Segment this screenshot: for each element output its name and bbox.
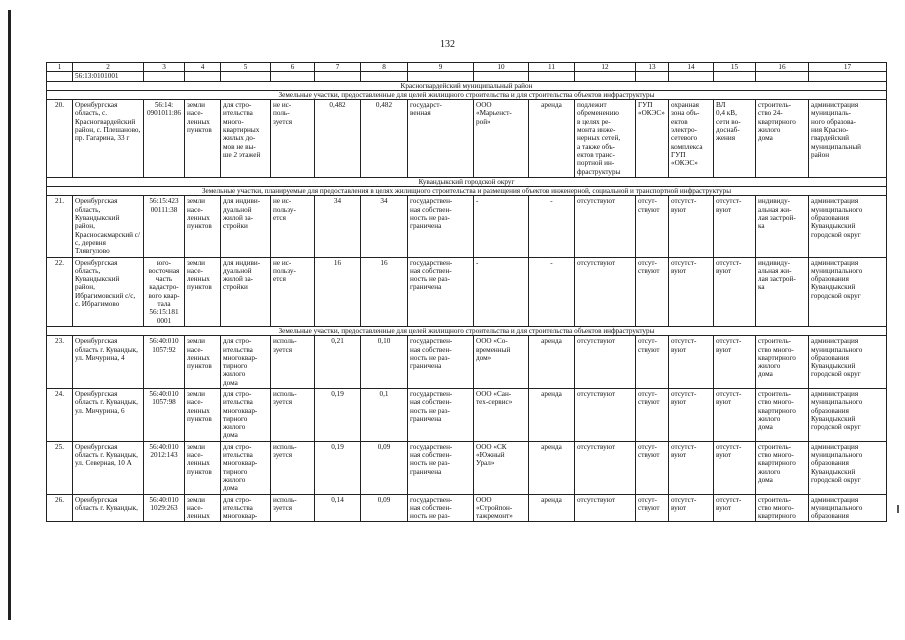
- section-subheading-cell: Земельные участки, планируемые для предоставления в целях жилищного строительства и размещения объектов инженерной, социальной и транспортной инфраструктуры: [47, 187, 887, 196]
- cadastral-blank-cell: [144, 72, 185, 81]
- cell-holder: ООО «СК «Южный Урал»: [474, 441, 529, 494]
- table-row: [47, 257, 887, 326]
- cell-c14: отсутст- вуют: [669, 494, 714, 522]
- cell-n: 23.: [47, 336, 73, 389]
- cell-use: для стро- ительства многоквар- тирного жилого дома: [221, 388, 271, 441]
- cell-c15: отсутст- вуют: [714, 257, 756, 326]
- cell-right: аренда: [529, 336, 575, 389]
- table-row: [47, 196, 887, 257]
- cell-n: 20.: [47, 100, 73, 178]
- cell-purpose: индивиду- альная жи- лая застрой- ка: [756, 257, 809, 326]
- column-number-cell: 7: [315, 63, 361, 72]
- cell-c14: отсутст- вуют: [669, 441, 714, 494]
- cell-purpose: строитель- ство много- квартирного жилого дома: [756, 388, 809, 441]
- cell-c13: отсут- ствуют: [636, 388, 669, 441]
- binding-edge: [8, 10, 11, 620]
- cell-cat: земли насе- ленных: [185, 494, 221, 522]
- column-number-cell: 17: [809, 63, 887, 72]
- cell-c13: отсут- ствуют: [636, 336, 669, 389]
- section-heading-krasnogvard-cell: Красногвардейский муниципальный район: [47, 81, 887, 90]
- cell-n: 22.: [47, 257, 73, 326]
- cell-used: исполь- зуется: [271, 336, 315, 389]
- column-number-cell: 8: [361, 63, 408, 72]
- cell-use: для стро- ительства многоквар- тирного жилого дома: [221, 336, 271, 389]
- cell-addr: Оренбургская область г. Кувандык, ул. Мичурина, 4: [73, 336, 144, 389]
- table-row: [47, 494, 887, 522]
- cell-enc: отсутствуют: [575, 388, 636, 441]
- cell-area1: 0,482: [315, 100, 361, 178]
- cell-purpose: строитель- ство много- квартирного жилого дома: [756, 441, 809, 494]
- cell-right: аренда: [529, 388, 575, 441]
- cell-own: государст- венная: [408, 100, 474, 178]
- cell-cad: юго- восточная часть кадастро- вого квар- тала 56:15:181 0001: [144, 257, 185, 326]
- cadastral-blank-cell: [221, 72, 271, 81]
- section-heading-krasnogvard: [47, 81, 887, 90]
- cell-c14: охранная зона объ- ектов электро- сетевого комплекса ГУП «ОКЭС»: [669, 100, 714, 178]
- column-number-cell: 10: [474, 63, 529, 72]
- cell-c14: отсутст- вуют: [669, 336, 714, 389]
- cell-area2: 0,09: [361, 494, 408, 522]
- cell-holder: ООО «Марьенст- рой»: [474, 100, 529, 178]
- cell-c15: отсутст- вуют: [714, 441, 756, 494]
- column-number-cell: 5: [221, 63, 271, 72]
- cell-area1: 16: [315, 257, 361, 326]
- column-number-cell: 16: [756, 63, 809, 72]
- cell-cad: 56:40:010 1029:263: [144, 494, 185, 522]
- cell-own: государствен- ная собствен- ность не раз-: [408, 494, 474, 522]
- section-subheading: [47, 187, 887, 196]
- cell-addr: Оренбургская область, с. Красногвардейский район, с. Плешаново, пр. Гагарина, 33 г: [73, 100, 144, 178]
- cell-cad: 56:40:010 1057:92: [144, 336, 185, 389]
- cell-c15: отсутст- вуют: [714, 336, 756, 389]
- cell-n: 24.: [47, 388, 73, 441]
- cell-enc: отсутствуют: [575, 494, 636, 522]
- cadastral-blank-cell: [271, 72, 315, 81]
- cell-cad: 56:40:010 2012:143: [144, 441, 185, 494]
- cell-area2: 0,482: [361, 100, 408, 178]
- cadastral-blank-cell: [756, 72, 809, 81]
- cell-cat: земли насе- ленных пунктов: [185, 257, 221, 326]
- cadastral-blank-cell: [47, 72, 73, 81]
- cell-c15: отсутст- вуют: [714, 196, 756, 257]
- cell-admin: администрация муниципального образования: [809, 494, 887, 522]
- section-heading-kuvandyk-cell: Кувандыкский городской округ: [47, 177, 887, 186]
- cadastral-blank-cell: [636, 72, 669, 81]
- cell-use: для стро- ительства много- квартирных жилых до- мов не вы- ше 2 этажей: [221, 100, 271, 178]
- cell-cat: земли насе- ленных пунктов: [185, 100, 221, 178]
- cadastral-blank-cell: [361, 72, 408, 81]
- section-heading-kuvandyk: [47, 177, 887, 186]
- cadastral-blank-cell: [529, 72, 575, 81]
- cell-used: исполь- зуется: [271, 388, 315, 441]
- cell-admin: администрация муниципального образования Кувандыкский городской округ: [809, 257, 887, 326]
- cell-enc: отсутствуют: [575, 441, 636, 494]
- cell-own: государствен- ная собствен- ность не раз- граничена: [408, 257, 474, 326]
- cell-used: исполь- зуется: [271, 494, 315, 522]
- cell-right: -: [529, 196, 575, 257]
- cell-c14: отсутст- вуют: [669, 388, 714, 441]
- cell-c14: отсутст- вуют: [669, 196, 714, 257]
- cell-area1: 34: [315, 196, 361, 257]
- cell-purpose: строитель- ство много- квартирного жилого дома: [756, 336, 809, 389]
- column-number-cell: 2: [73, 63, 144, 72]
- cell-c13: ГУП «ОКЭС»: [636, 100, 669, 178]
- cell-c14: отсутст- вуют: [669, 257, 714, 326]
- cell-holder: -: [474, 257, 529, 326]
- cell-enc: отсутствуют: [575, 257, 636, 326]
- cell-addr: Оренбургская область, Кувандыкский район, Красносакмарский с/с, деревня Тлявгулово: [73, 196, 144, 257]
- cell-admin: администрация муниципального образования Кувандыкский городской округ: [809, 196, 887, 257]
- cell-cat: земли насе- ленных пунктов: [185, 196, 221, 257]
- table-row: [47, 336, 887, 389]
- table-row: [47, 388, 887, 441]
- cell-right: аренда: [529, 494, 575, 522]
- land-registry-table: [46, 62, 887, 522]
- cell-c13: отсут- ствуют: [636, 257, 669, 326]
- cell-addr: Оренбургская область г. Кувандык, ул. Мичурина, 6: [73, 388, 144, 441]
- cell-n: 21.: [47, 196, 73, 257]
- cell-addr: Оренбургская область, Кувандыкский район, Ибрагимовский с/с, с. Ибрагимово: [73, 257, 144, 326]
- cell-used: не ис- поль- зуется: [271, 100, 315, 178]
- cell-c13: отсут- ствуют: [636, 494, 669, 522]
- cell-c15: отсутст- вуют: [714, 494, 756, 522]
- table-row: [47, 100, 887, 178]
- cell-right: аренда: [529, 441, 575, 494]
- cadastral-blank-cell: [315, 72, 361, 81]
- cell-cad: 56:14: 0901011:86: [144, 100, 185, 178]
- cadastral-quarter-row: [47, 72, 887, 81]
- cell-holder: ООО «Со- временный дом»: [474, 336, 529, 389]
- column-number-cell: 4: [185, 63, 221, 72]
- cell-area2: 34: [361, 196, 408, 257]
- cell-purpose: строитель- ство много- квартирного: [756, 494, 809, 522]
- cell-enc: отсутствуют: [575, 336, 636, 389]
- column-number-cell: 11: [529, 63, 575, 72]
- cadastral-quarter-cell: 56:13:0101001: [73, 72, 144, 81]
- cell-n: 26.: [47, 494, 73, 522]
- section-subheading-cell: Земельные участки, предоставленные для целей жилищного строительства и для строительства объектов инфраструктуры: [47, 326, 887, 335]
- cell-own: государствен- ная собствен- ность не раз- граничена: [408, 336, 474, 389]
- cell-own: государствен- ная собствен- ность не раз- граничена: [408, 388, 474, 441]
- column-number-cell: 15: [714, 63, 756, 72]
- cell-use: для индиви- дуальной жилой за- стройки: [221, 257, 271, 326]
- cell-cat: земли насе- ленных пунктов: [185, 388, 221, 441]
- cell-area1: 0,19: [315, 388, 361, 441]
- cell-c13: отсут- ствуют: [636, 441, 669, 494]
- cell-area1: 0,14: [315, 494, 361, 522]
- cell-used: не ис- пользу- ется: [271, 257, 315, 326]
- cell-own: государствен- ная собствен- ность не раз- граничена: [408, 196, 474, 257]
- cell-area2: 16: [361, 257, 408, 326]
- cell-area1: 0,19: [315, 441, 361, 494]
- cell-purpose: строитель- ство 24- квартирного жилого дома: [756, 100, 809, 178]
- cell-right: -: [529, 257, 575, 326]
- section-subheading-cell: Земельные участки, предоставленные для целей жилищного строительства и для строительства объектов инфраструктуры: [47, 90, 887, 99]
- cell-used: исполь- зуется: [271, 441, 315, 494]
- column-number-cell: 1: [47, 63, 73, 72]
- cell-cat: земли насе- ленных пунктов: [185, 441, 221, 494]
- cell-n: 25.: [47, 441, 73, 494]
- section-subheading: [47, 90, 887, 99]
- column-number-cell: 6: [271, 63, 315, 72]
- cadastral-blank-cell: [714, 72, 756, 81]
- cell-use: для стро- ительства многоквар- тирного жилого дома: [221, 441, 271, 494]
- cell-enc: подлежит обременению в целях ре- монта инже- нерных сетей, а также объ- ектов транс- портной ин- фраструктуры: [575, 100, 636, 178]
- table-row: [47, 441, 887, 494]
- cell-cat: земли насе- ленных пунктов: [185, 336, 221, 389]
- cell-c13: отсут- ствуют: [636, 196, 669, 257]
- cell-admin: администрация муниципального образования Кувандыкский городской округ: [809, 388, 887, 441]
- cell-purpose: индивиду- альная жи- лая застрой- ка: [756, 196, 809, 257]
- cell-use: для индиви- дуальной жилой за- стройки: [221, 196, 271, 257]
- cell-use: для стро- ительства многоквар-: [221, 494, 271, 522]
- cell-c15: ВЛ 0,4 кВ, сети во- доснаб- жения: [714, 100, 756, 178]
- table-body: [47, 63, 887, 522]
- margin-mark: [897, 505, 899, 513]
- cell-own: государствен- ная собствен- ность не раз- граничена: [408, 441, 474, 494]
- cadastral-blank-cell: [474, 72, 529, 81]
- cell-holder: -: [474, 196, 529, 257]
- cell-enc: отсутствуют: [575, 196, 636, 257]
- cell-holder: ООО «Стройпон- тажремонт»: [474, 494, 529, 522]
- cell-used: не ис- пользу- ется: [271, 196, 315, 257]
- cell-c15: отсутст- вуют: [714, 388, 756, 441]
- cadastral-blank-cell: [575, 72, 636, 81]
- cell-addr: Оренбургская область г. Кувандык, ул. Северная, 10 А: [73, 441, 144, 494]
- cell-right: аренда: [529, 100, 575, 178]
- cadastral-blank-cell: [185, 72, 221, 81]
- cell-cad: 56:15:423 00111:38: [144, 196, 185, 257]
- cell-area2: 0,1: [361, 388, 408, 441]
- cadastral-blank-cell: [809, 72, 887, 81]
- column-number-cell: 9: [408, 63, 474, 72]
- column-number-row: [47, 63, 887, 72]
- cell-cad: 56:40:010 1057:98: [144, 388, 185, 441]
- section-subheading: [47, 326, 887, 335]
- column-number-cell: 12: [575, 63, 636, 72]
- cell-addr: Оренбургская область г. Кувандык,: [73, 494, 144, 522]
- column-number-cell: 14: [669, 63, 714, 72]
- cell-area2: 0,10: [361, 336, 408, 389]
- cadastral-blank-cell: [669, 72, 714, 81]
- cadastral-blank-cell: [408, 72, 474, 81]
- page-number: 132: [440, 39, 455, 50]
- cell-holder: ООО «Сан- тех-сервис»: [474, 388, 529, 441]
- cell-area1: 0,21: [315, 336, 361, 389]
- column-number-cell: 13: [636, 63, 669, 72]
- column-number-cell: 3: [144, 63, 185, 72]
- cell-area2: 0,09: [361, 441, 408, 494]
- cell-admin: администрация муниципаль- ного образова- ния Красно- гвардейский муниципальный район: [809, 100, 887, 178]
- cell-admin: администрация муниципального образования Кувандыкский городской округ: [809, 441, 887, 494]
- cell-admin: администрация муниципального образования Кувандыкский городской округ: [809, 336, 887, 389]
